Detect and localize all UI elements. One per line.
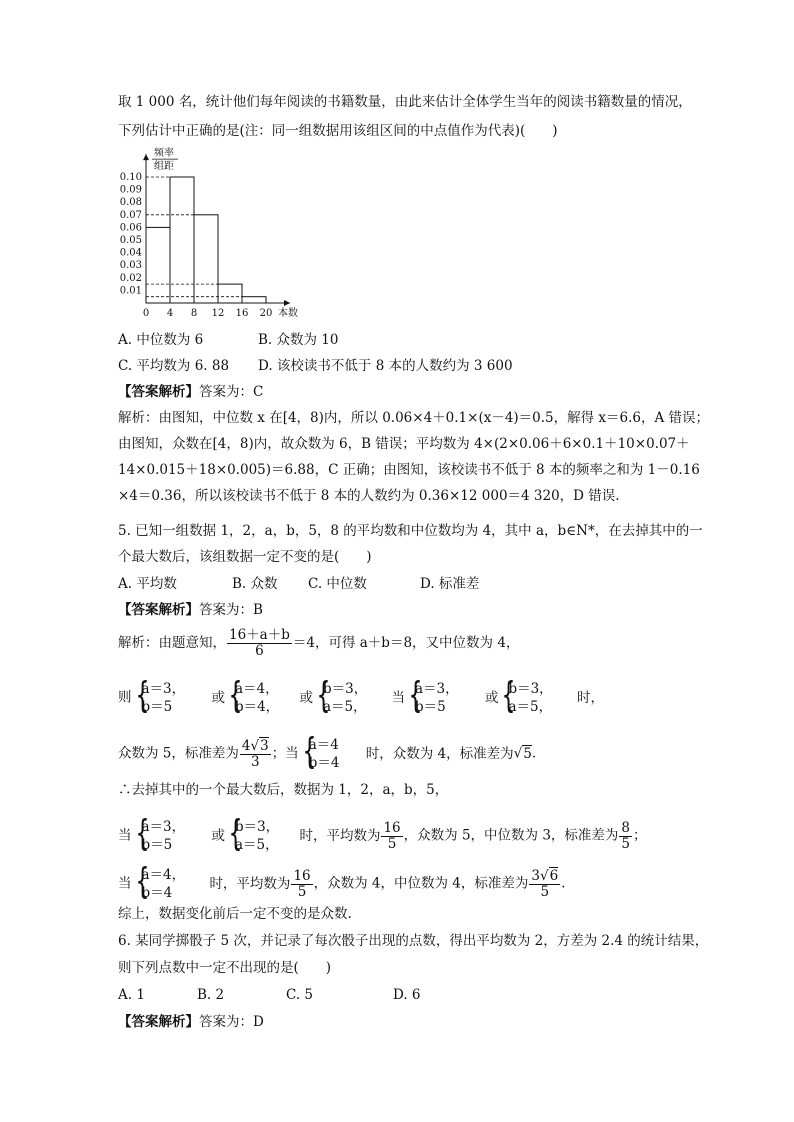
fraction-16-over-5-b: $\frac{16}{5}$ xyxy=(293,867,311,900)
q4-answer-tag: 【答案解析】 xyxy=(118,384,199,400)
q5-explain-5: 当 { a＝3， b＝5 或 { b＝3， a＝5， 时，平均数为 $\frac{16}{5}$ ，众数为 5，中位数为 3，标准差为 $\frac{8}{5}$ ； xyxy=(118,818,647,854)
q5-explain-6: 当 { a＝4， b＝4 时，平均数为 $\frac{16}{5}$ ，众数为 4，中位数为 4，标准差为 $\frac{3√6}{5}$ . xyxy=(118,866,565,902)
x-tick-label: 12 xyxy=(211,308,225,319)
equation-system-3: { b＝3， a＝5， xyxy=(315,680,367,716)
x-tick-label: 0 xyxy=(142,308,150,319)
y-tick-label: 0.08 xyxy=(119,197,142,209)
q6-answer: 答案为：D xyxy=(199,1014,264,1030)
histogram-x-ticks xyxy=(143,308,273,319)
equation-system-6: { a＝4 b＝4 xyxy=(301,736,340,772)
q4-option-c: C. 平均数为 6. 88 xyxy=(118,358,230,374)
frequency-histogram xyxy=(110,145,310,320)
x-tick-label: 8 xyxy=(190,308,198,319)
fraction-8-over-5: $\frac{8}{5}$ xyxy=(621,819,631,852)
y-tick-label: 0.04 xyxy=(119,247,142,259)
q5-answer-line xyxy=(118,600,263,620)
q5-answer: 答案为：B xyxy=(199,602,263,618)
histogram-axes xyxy=(143,154,290,306)
q6-option-a: A. 1 xyxy=(118,987,145,1003)
q4-answer: 答案为：C xyxy=(199,384,264,400)
x-axis-label: 本数 xyxy=(278,308,298,319)
q5-explain-1 xyxy=(118,628,519,659)
q5-option-a: A. 平均数 xyxy=(118,576,177,592)
histogram-bar xyxy=(146,227,170,303)
q4-explain-2: 由图知，众数在[4，8)内，故众数为 6，B 错误；平均数为 4×(2×0.06＋6×0.1＋10×0.07＋ xyxy=(118,436,690,452)
q5-explain-3: 众数为 5，标准差为 $\frac{4√3}{3}$ ；当 { a＝4 b＝4 时，众数为 4，标准差为√5. xyxy=(118,736,536,772)
equation-system-8: { b＝3， a＝5， xyxy=(227,818,279,854)
q4-explain-4: ×4＝0.36，所以该校读书不低于 8 本的人数约为 0.36×12 000＝4 320，D 错误. xyxy=(118,488,620,504)
q6-answer-tag: 【答案解析】 xyxy=(118,1014,199,1030)
q5-option-c: C. 中位数 xyxy=(308,576,367,592)
q5-explain-4: ∴去掉其中的一个最大数后，数据为 1，2，a，b，5， xyxy=(118,782,449,798)
y-tick-label: 0.03 xyxy=(119,260,142,272)
q4-explain-1: 解析：由图知，中位数 x 在[4，8)内，所以 0.06×4＋0.1×(x－4)＝0.5，解得 x＝6.6，A 错误； xyxy=(118,410,710,426)
q6-option-c: C. 5 xyxy=(286,987,314,1003)
y-tick-label: 0.10 xyxy=(119,172,142,183)
x-axis-arrow xyxy=(284,300,290,306)
histogram-bar xyxy=(218,284,242,303)
fraction-sum: $\frac{16+a+b}{6}$ xyxy=(229,627,290,659)
q5-option-b: B. 众数 xyxy=(232,576,278,592)
q4-option-a: A. 中位数为 6 xyxy=(118,332,204,348)
q4-option-d: D. 该校读书不低于 8 本的人数约为 3 600 xyxy=(258,358,513,374)
x-tick-label: 16 xyxy=(235,308,249,319)
fraction-3-sqrt6-over-5: $\frac{3√6}{5}$ xyxy=(531,867,559,900)
y-axis-arrow xyxy=(143,154,149,160)
equation-system-2: { a＝4， b＝4， xyxy=(227,680,279,716)
q4-stem-line-2: 下列估计中正确的是(注：同一组数据用该组区间的中点值作为代表)( ) xyxy=(118,123,558,139)
y-tick-label: 0.09 xyxy=(119,184,142,196)
q5-explain-7: 综上，数据变化前后一定不变的是众数. xyxy=(118,906,352,922)
histogram-bar xyxy=(242,297,266,303)
x-tick-label: 20 xyxy=(259,308,273,319)
equation-system-4: { a＝3， b＝5 xyxy=(407,680,459,716)
equation-system-7: { a＝3， b＝5 xyxy=(134,818,186,854)
q6-stem-line-2: 则下列点数中一定不出现的是( ) xyxy=(118,960,332,976)
y-tick-label: 0.06 xyxy=(119,222,142,234)
y-axis-label-top: 频率 xyxy=(154,148,174,160)
histogram-axis-labels xyxy=(152,146,298,319)
y-axis-label-bottom: 组距 xyxy=(154,161,174,173)
q6-option-b: B. 2 xyxy=(197,987,225,1003)
histogram-bar xyxy=(194,215,218,303)
q6-option-d: D. 6 xyxy=(393,987,421,1003)
q5-explain-2: 则 { a＝3， b＝5 或 { a＝4， b＝4， 或 { b＝3， a＝5， 当 { a＝3， b＝5 或 { b＝3， a＝5， 时， xyxy=(118,680,604,716)
histogram-y-ticks xyxy=(120,172,142,296)
q4-option-b: B. 众数为 10 xyxy=(258,332,339,348)
q4-answer-line xyxy=(118,382,263,402)
q4-stem-line-1: 取 1 000 名，统计他们每年阅读的书籍数量，由此来估计全体学生当年的阅读书籍数量的情况， xyxy=(118,94,692,110)
y-tick-label: 0.01 xyxy=(119,285,142,297)
q5-stem-line-2: 个最大数后，该组数据一定不变的是( ) xyxy=(118,549,372,565)
q5-stem-line-1: 5. 已知一组数据 1，2，a，b，5，8 的平均数和中位数均为 4，其中 a，b∈N*，在去掉其中的一 xyxy=(118,523,703,539)
q6-answer-line xyxy=(118,1012,264,1032)
y-tick-label: 0.07 xyxy=(119,209,142,221)
fraction-16-over-5: $\frac{16}{5}$ xyxy=(383,819,401,852)
q5-answer-tag: 【答案解析】 xyxy=(118,602,199,618)
equation-system-5: { b＝3， a＝5， xyxy=(500,680,552,716)
q5-e1-pre: 解析：由题意知， xyxy=(118,635,226,651)
q6-stem-line-1: 6. 某同学掷骰子 5 次，并记录了每次骰子出现的点数，得出平均数为 2，方差为 2.4 的统计结果， xyxy=(118,933,709,949)
y-tick-label: 0.05 xyxy=(119,235,142,246)
q4-explain-3: 14×0.015＋18×0.005)＝6.88，C 正确；由图知，该校读书不低于 8 本的频率之和为 1－0.16 xyxy=(118,462,700,478)
x-tick-label: 4 xyxy=(166,308,174,319)
q5-option-d: D. 标准差 xyxy=(420,576,480,592)
fraction-4-sqrt3-over-3: $\frac{4√3}{3}$ xyxy=(241,737,269,770)
y-tick-label: 0.02 xyxy=(119,272,142,284)
equation-system-9: { a＝4， b＝4 xyxy=(134,866,186,902)
equation-system-1: { a＝3， b＝5 xyxy=(134,680,186,716)
q5-e1-post: ＝4，可得 a＋b＝8，又中位数为 4， xyxy=(292,635,520,651)
